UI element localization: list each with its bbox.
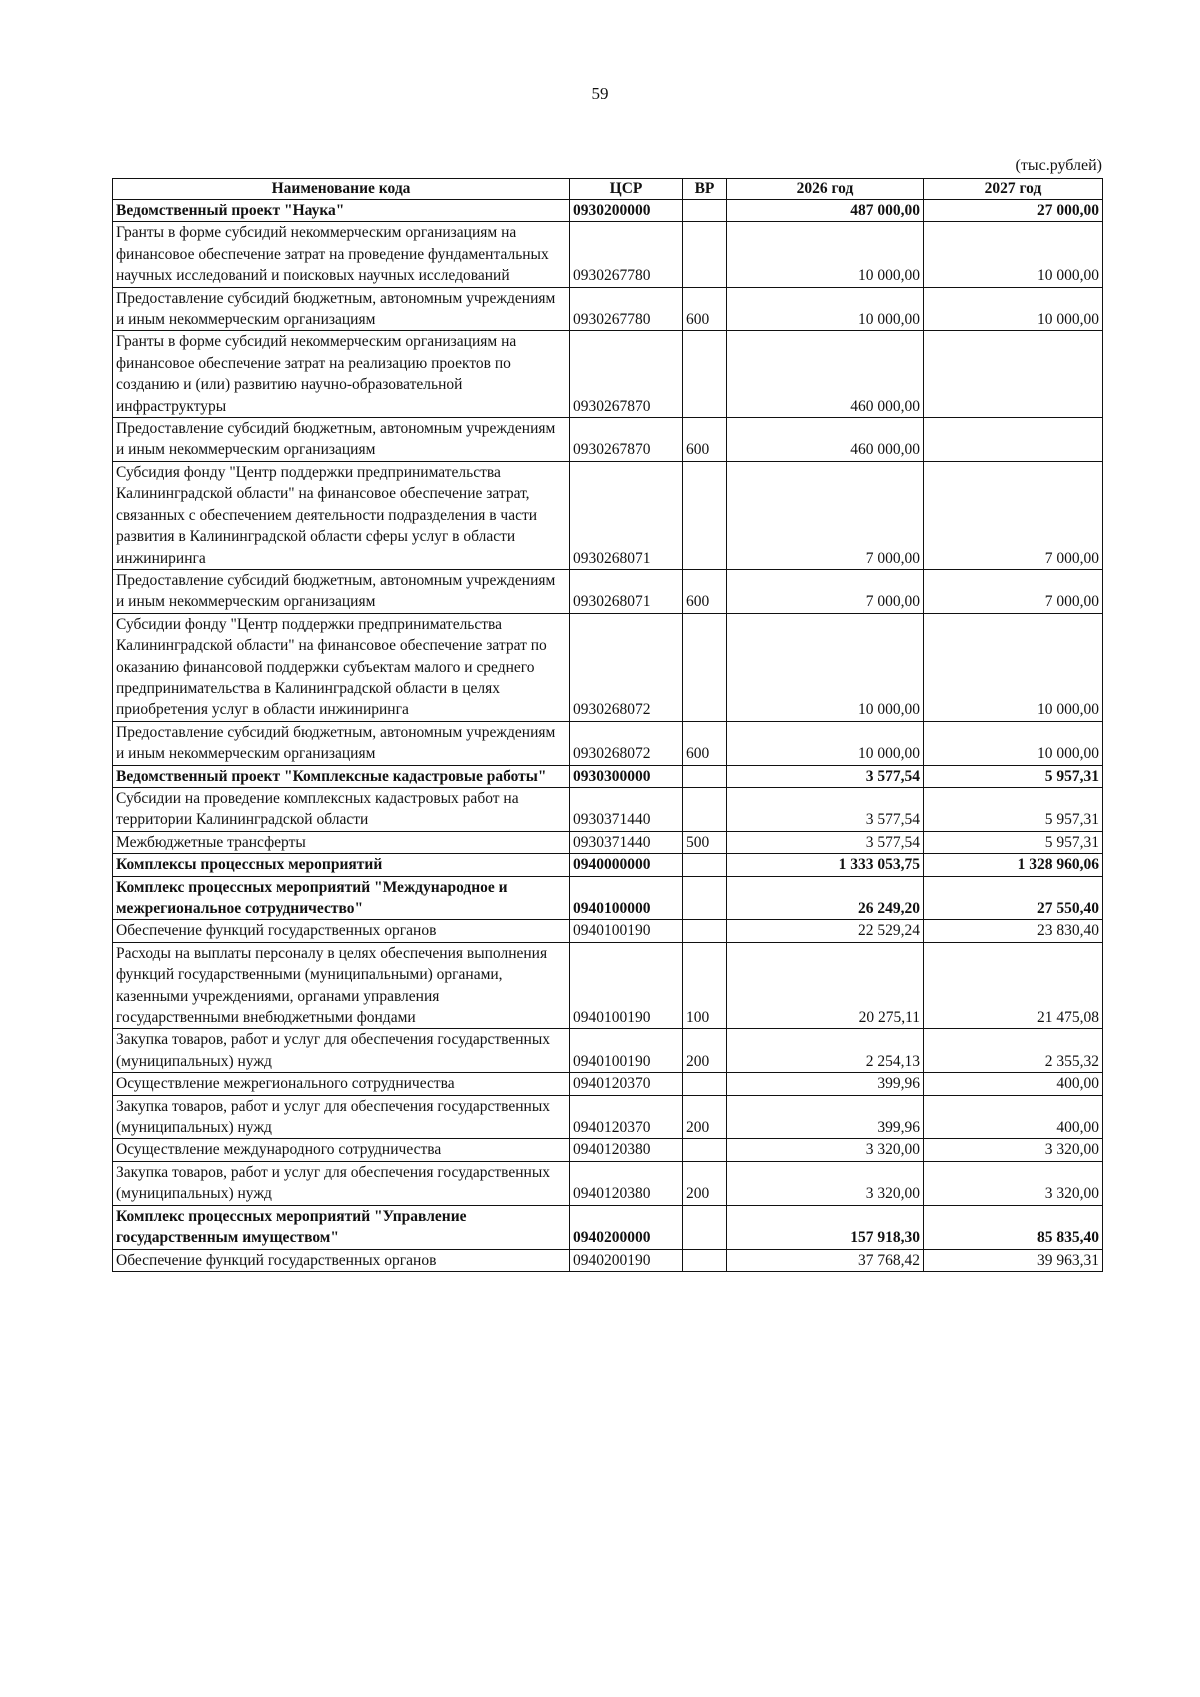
cell-2027: 10 000,00 bbox=[924, 721, 1103, 765]
cell-name: Комплексы процессных мероприятий bbox=[113, 854, 570, 876]
cell-name: Закупка товаров, работ и услуг для обеспечения государственных (муниципальных) нужд bbox=[113, 1029, 570, 1073]
cell-2026: 10 000,00 bbox=[727, 721, 924, 765]
cell-2027: 23 830,40 bbox=[924, 920, 1103, 942]
cell-vr bbox=[683, 613, 727, 721]
cell-vr: 600 bbox=[683, 287, 727, 331]
cell-2027: 1 328 960,06 bbox=[924, 854, 1103, 876]
cell-2027: 400,00 bbox=[924, 1073, 1103, 1095]
cell-vr: 200 bbox=[683, 1029, 727, 1073]
page-number: 59 bbox=[591, 84, 609, 103]
cell-2027: 5 957,31 bbox=[924, 831, 1103, 853]
cell-2026: 3 577,54 bbox=[727, 787, 924, 831]
table-row bbox=[113, 1095, 1103, 1139]
cell-2027: 400,00 bbox=[924, 1095, 1103, 1139]
cell-name: Субсидии на проведение комплексных кадастровых работ на территории Калининградской области bbox=[113, 787, 570, 831]
cell-csr: 0940200190 bbox=[570, 1249, 683, 1271]
cell-2027: 85 835,40 bbox=[924, 1205, 1103, 1249]
cell-2026: 3 320,00 bbox=[727, 1139, 924, 1161]
cell-vr: 500 bbox=[683, 831, 727, 853]
cell-vr bbox=[683, 331, 727, 418]
table-row bbox=[113, 222, 1103, 287]
cell-2026: 157 918,30 bbox=[727, 1205, 924, 1249]
cell-csr: 0940100190 bbox=[570, 942, 683, 1029]
cell-vr bbox=[683, 222, 727, 287]
cell-vr bbox=[683, 461, 727, 569]
cell-vr: 600 bbox=[683, 721, 727, 765]
cell-2026: 2 254,13 bbox=[727, 1029, 924, 1073]
cell-2026: 3 577,54 bbox=[727, 831, 924, 853]
table-row bbox=[113, 831, 1103, 853]
cell-csr: 0940200000 bbox=[570, 1205, 683, 1249]
table-row bbox=[113, 942, 1103, 1029]
table-row bbox=[113, 876, 1103, 920]
cell-csr: 0930267780 bbox=[570, 287, 683, 331]
table-row bbox=[113, 1073, 1103, 1095]
cell-name: Закупка товаров, работ и услуг для обеспечения государственных (муниципальных) нужд bbox=[113, 1095, 570, 1139]
cell-csr: 0940100190 bbox=[570, 920, 683, 942]
cell-name: Предоставление субсидий бюджетным, автономным учреждениям и иным некоммерческим организациям bbox=[113, 418, 570, 462]
cell-2027: 5 957,31 bbox=[924, 787, 1103, 831]
cell-2026: 487 000,00 bbox=[727, 200, 924, 222]
cell-name: Расходы на выплаты персоналу в целях обеспечения выполнения функций государственными (муниципальными) органами, казенными учреждениями, органами управления государственными внебюджетными фондами bbox=[113, 942, 570, 1029]
cell-vr bbox=[683, 765, 727, 787]
cell-2026: 1 333 053,75 bbox=[727, 854, 924, 876]
table-row bbox=[113, 569, 1103, 613]
cell-csr: 0940120370 bbox=[570, 1095, 683, 1139]
cell-name: Гранты в форме субсидий некоммерческим организациям на финансовое обеспечение затрат на проведение фундаментальных научных исследований и поисковых научных исследований bbox=[113, 222, 570, 287]
cell-2027: 7 000,00 bbox=[924, 569, 1103, 613]
table-row bbox=[113, 920, 1103, 942]
cell-name: Осуществление межрегионального сотрудничества bbox=[113, 1073, 570, 1095]
cell-name: Предоставление субсидий бюджетным, автономным учреждениям и иным некоммерческим организациям bbox=[113, 569, 570, 613]
header-name: Наименование кода bbox=[113, 179, 570, 200]
cell-vr: 600 bbox=[683, 569, 727, 613]
cell-name: Осуществление международного сотрудничества bbox=[113, 1139, 570, 1161]
cell-2026: 7 000,00 bbox=[727, 461, 924, 569]
cell-2026: 460 000,00 bbox=[727, 418, 924, 462]
cell-csr: 0930268071 bbox=[570, 461, 683, 569]
table-row bbox=[113, 765, 1103, 787]
cell-2027: 27 000,00 bbox=[924, 200, 1103, 222]
cell-csr: 0930371440 bbox=[570, 831, 683, 853]
table-row bbox=[113, 461, 1103, 569]
cell-2026: 37 768,42 bbox=[727, 1249, 924, 1271]
cell-name: Предоставление субсидий бюджетным, автономным учреждениям и иным некоммерческим организациям bbox=[113, 287, 570, 331]
cell-name: Предоставление субсидий бюджетным, автономным учреждениям и иным некоммерческим организациям bbox=[113, 721, 570, 765]
cell-2027 bbox=[924, 331, 1103, 418]
cell-vr bbox=[683, 876, 727, 920]
table-row bbox=[113, 418, 1103, 462]
cell-2027 bbox=[924, 418, 1103, 462]
cell-2027: 10 000,00 bbox=[924, 287, 1103, 331]
header-csr: ЦСР bbox=[570, 179, 683, 200]
table-row bbox=[113, 1139, 1103, 1161]
cell-csr: 0940120370 bbox=[570, 1073, 683, 1095]
cell-2027: 10 000,00 bbox=[924, 222, 1103, 287]
cell-name: Комплекс процессных мероприятий "Международное и межрегиональное сотрудничество" bbox=[113, 876, 570, 920]
budget-table bbox=[112, 178, 1103, 1272]
cell-name: Субсидии фонду "Центр поддержки предпринимательства Калининградской области" на финансовое обеспечение затрат по оказанию финансовой поддержки субъектам малого и среднего предпринимательства в Калининградской области в целях приобретения услуг в области инжиниринга bbox=[113, 613, 570, 721]
cell-name: Обеспечение функций государственных органов bbox=[113, 920, 570, 942]
cell-2026: 460 000,00 bbox=[727, 331, 924, 418]
cell-name: Гранты в форме субсидий некоммерческим организациям на финансовое обеспечение затрат на реализацию проектов по созданию и (или) развитию научно-образовательной инфраструктуры bbox=[113, 331, 570, 418]
cell-vr: 100 bbox=[683, 942, 727, 1029]
table-row bbox=[113, 1249, 1103, 1271]
header-2026: 2026 год bbox=[727, 179, 924, 200]
cell-2026: 10 000,00 bbox=[727, 613, 924, 721]
cell-vr bbox=[683, 920, 727, 942]
table-row bbox=[113, 1029, 1103, 1073]
cell-csr: 0930200000 bbox=[570, 200, 683, 222]
cell-name: Комплекс процессных мероприятий "Управление государственным имуществом" bbox=[113, 1205, 570, 1249]
cell-2026: 10 000,00 bbox=[727, 287, 924, 331]
header-vr: ВР bbox=[683, 179, 727, 200]
cell-csr: 0930267780 bbox=[570, 222, 683, 287]
cell-csr: 0930300000 bbox=[570, 765, 683, 787]
table-row bbox=[113, 854, 1103, 876]
table-row bbox=[113, 331, 1103, 418]
cell-csr: 0940000000 bbox=[570, 854, 683, 876]
cell-2026: 3 320,00 bbox=[727, 1161, 924, 1205]
cell-csr: 0930267870 bbox=[570, 331, 683, 418]
table-row bbox=[113, 613, 1103, 721]
units-label: (тыс.рублей) bbox=[1015, 157, 1102, 174]
cell-vr bbox=[683, 1073, 727, 1095]
cell-csr: 0940120380 bbox=[570, 1161, 683, 1205]
cell-vr bbox=[683, 1139, 727, 1161]
cell-vr: 600 bbox=[683, 418, 727, 462]
cell-2027: 10 000,00 bbox=[924, 613, 1103, 721]
table-row bbox=[113, 1161, 1103, 1205]
cell-vr bbox=[683, 787, 727, 831]
cell-2027: 3 320,00 bbox=[924, 1139, 1103, 1161]
cell-2027: 7 000,00 bbox=[924, 461, 1103, 569]
cell-2027: 21 475,08 bbox=[924, 942, 1103, 1029]
cell-csr: 0930268072 bbox=[570, 613, 683, 721]
cell-2027: 3 320,00 bbox=[924, 1161, 1103, 1205]
table-row bbox=[113, 200, 1103, 222]
cell-2027: 39 963,31 bbox=[924, 1249, 1103, 1271]
cell-vr: 200 bbox=[683, 1095, 727, 1139]
cell-csr: 0940120380 bbox=[570, 1139, 683, 1161]
table-header-row bbox=[113, 179, 1103, 200]
cell-2026: 7 000,00 bbox=[727, 569, 924, 613]
cell-2027: 5 957,31 bbox=[924, 765, 1103, 787]
header-2027: 2027 год bbox=[924, 179, 1103, 200]
cell-csr: 0930268072 bbox=[570, 721, 683, 765]
cell-name: Межбюджетные трансферты bbox=[113, 831, 570, 853]
cell-vr bbox=[683, 854, 727, 876]
cell-name: Закупка товаров, работ и услуг для обеспечения государственных (муниципальных) нужд bbox=[113, 1161, 570, 1205]
cell-2026: 20 275,11 bbox=[727, 942, 924, 1029]
cell-vr: 200 bbox=[683, 1161, 727, 1205]
cell-2026: 3 577,54 bbox=[727, 765, 924, 787]
cell-2026: 10 000,00 bbox=[727, 222, 924, 287]
cell-vr bbox=[683, 200, 727, 222]
cell-name: Субсидия фонду "Центр поддержки предпринимательства Калининградской области" на финансовое обеспечение затрат, связанных с обеспечением деятельности подразделения в части развития в Калининградской области сферы услуг в области инжиниринга bbox=[113, 461, 570, 569]
cell-2026: 26 249,20 bbox=[727, 876, 924, 920]
cell-2026: 399,96 bbox=[727, 1073, 924, 1095]
cell-csr: 0940100000 bbox=[570, 876, 683, 920]
table-row bbox=[113, 721, 1103, 765]
cell-csr: 0940100190 bbox=[570, 1029, 683, 1073]
table-row bbox=[113, 287, 1103, 331]
cell-vr bbox=[683, 1249, 727, 1271]
cell-2027: 2 355,32 bbox=[924, 1029, 1103, 1073]
cell-csr: 0930267870 bbox=[570, 418, 683, 462]
cell-2026: 399,96 bbox=[727, 1095, 924, 1139]
cell-name: Ведомственный проект "Комплексные кадастровые работы" bbox=[113, 765, 570, 787]
cell-name: Ведомственный проект "Наука" bbox=[113, 200, 570, 222]
cell-2027: 27 550,40 bbox=[924, 876, 1103, 920]
cell-name: Обеспечение функций государственных органов bbox=[113, 1249, 570, 1271]
cell-csr: 0930371440 bbox=[570, 787, 683, 831]
table-body bbox=[113, 200, 1103, 1272]
table-row bbox=[113, 1205, 1103, 1249]
cell-2026: 22 529,24 bbox=[727, 920, 924, 942]
table-row bbox=[113, 787, 1103, 831]
cell-csr: 0930268071 bbox=[570, 569, 683, 613]
cell-vr bbox=[683, 1205, 727, 1249]
